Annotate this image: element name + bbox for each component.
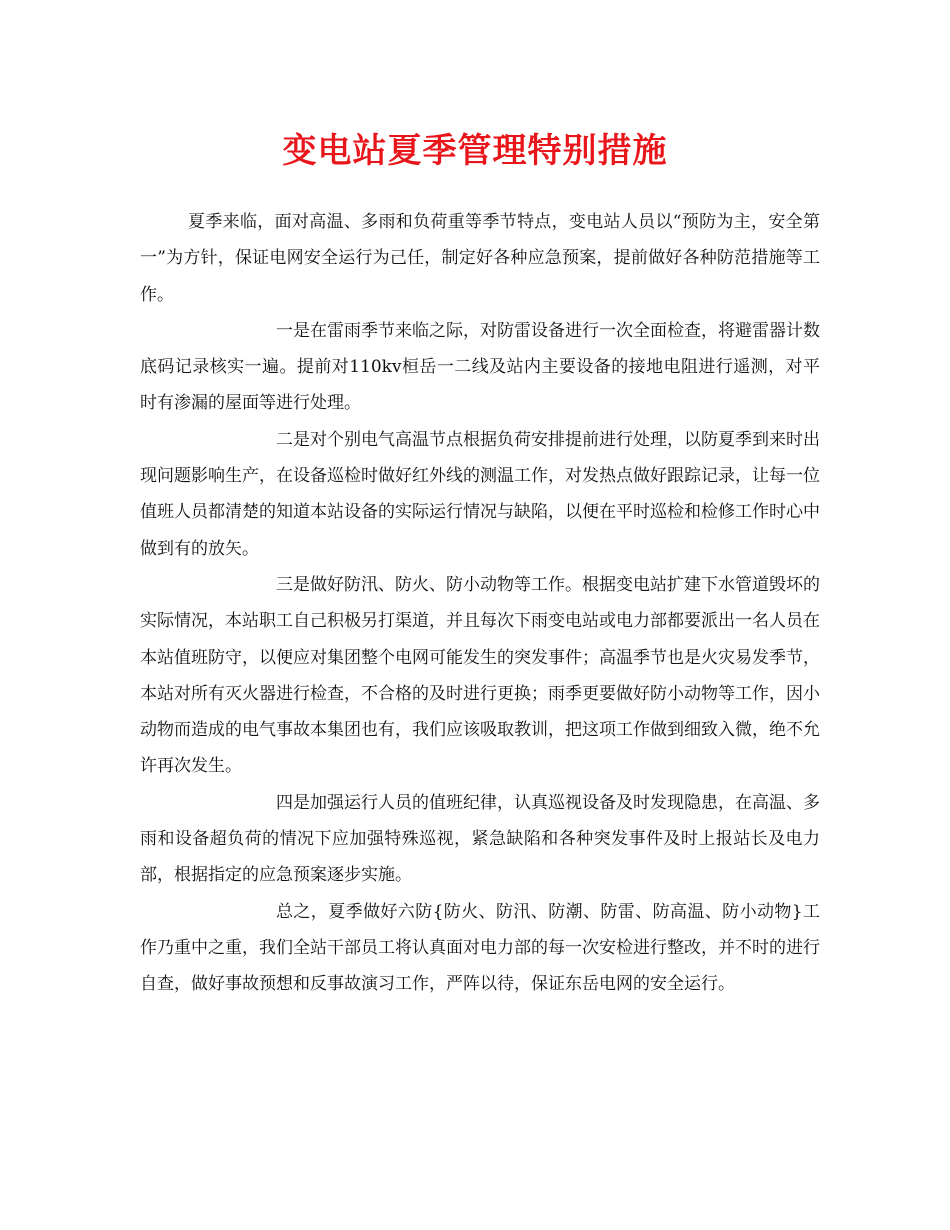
paragraph-measure-2: 二是对个别电气高温节点根据负荷安排提前进行处理，以防夏季到来时出现问题影响生产，在设备巡检时做好红外线的测温工作，对发热点做好跟踪记录，让每一位值班人员都清楚的知道本站设备的实际运行情况与缺陷，以便在平时巡检和检修工作时心中做到有的放矢。 [140, 429, 820, 559]
paragraph-intro: 夏季来临，面对高温、多雨和负荷重等季节特点，变电站人员以“预防为主，安全第一”为方针，保证电网安全运行为己任，制定好各种应急预案，提前做好各种防范措施等工作。 [140, 212, 820, 305]
paragraph-measure-4: 四是加强运行人员的值班纪律，认真巡视设备及时发现隐患，在高温、多雨和设备超负荷的情况下应加强特殊巡视，紧急缺陷和各种突发事件及时上报站长及电力部，根据指定的应急预案逐步实施。 [140, 792, 820, 886]
document-title: 变电站夏季管理特别措施 [282, 131, 668, 171]
paragraph-measure-1: 一是在雷雨季节来临之际，对防雷设备进行一次全面检查，将避雷器计数底码记录核实一遍。提前对110kv桓岳一二线及站内主要设备的接地电阻进行遥测，对平时有渗漏的屋面等进行处理。 [140, 320, 820, 414]
document-body [140, 204, 820, 1003]
paragraph-summary: 总之，夏季做好六防{防火、防汛、防潮、防雷、防高温、防小动物}工作乃重中之重，我们全站干部员工将认真面对电力部的每一次安检进行整改，并不时的进行自查，做好事故预想和反事故演习工作，严阵以待，保证东岳电网的安全运行。 [140, 901, 820, 995]
paragraph-measure-3: 三是做好防汛、防火、防小动物等工作。根据变电站扩建下水管道毁坏的实际情况，本站职工自己积极另打渠道，并且每次下雨变电站或电力部都要派出一名人员在本站值班防守，以便应对集团整个电网可能发生的突发事件；高温季节也是火灾易发季节，本站对所有灭火器进行检查，不合格的及时进行更换；雨季更要做好防小动物等工作，因小动物而造成的电气事故本集团也有，我们应该吸取教训，把这项工作做到细致入微，绝不允许再次发生。 [140, 574, 820, 777]
